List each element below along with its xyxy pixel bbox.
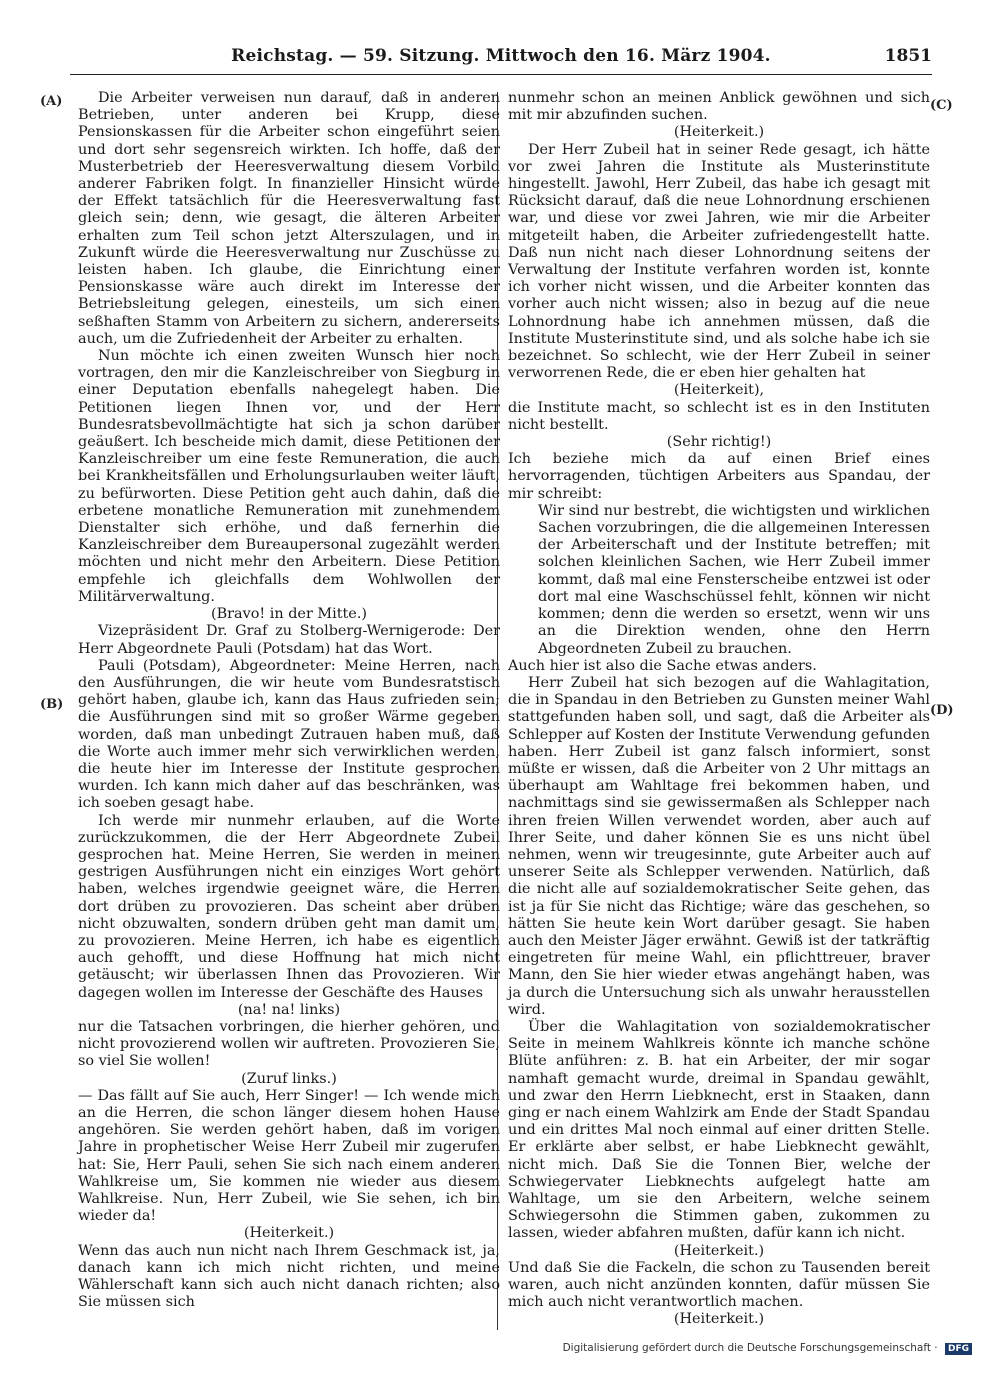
right-column (508, 90, 930, 1329)
left-column (78, 90, 500, 1311)
interjection: (Bravo! in der Mitte.) (210, 606, 368, 623)
paragraph: Pauli (Potsdam), Abgeordneter: Meine Herren, nach den Ausführungen, die wir heute vom Bundesratstisch gehört haben, glaube ich, kann das Haus zufrieden sein; die Ausführungen sind mit so großer Wärme gegeben worden, daß man unbedingt Zutrauen haben muß, daß die Worte auch immer mehr sich verwirklichen werden, die heute hier im Interesse der Institute gesprochen wurden. Ich kann mich daher auf das beschränken, was ich soeben gesagt habe. (78, 657, 500, 812)
interjection: (Heiterkeit.) (673, 1311, 765, 1328)
digitization-credit (563, 1342, 972, 1355)
interjection: (Sehr richtig!) (666, 434, 772, 451)
paragraph: Die Arbeiter verweisen nun darauf, daß in anderen Betrieben, unter anderen bei Krupp, diese Pensionskassen für die Arbeiter schon eingeführt seien und dort sehr segensreich wirkten. Ich hoffe, daß der Musterbetrieb der Heeresverwaltung diesem Vorbild anderer Fabriken folgt. In finanzieller Hinsicht würde der Effekt tatsächlich für die Heeresverwaltung fast gleich sein; denn, wie gesagt, die älteren Arbeiter erhalten zum Teil schon jetzt Alterszulagen, und in Zukunft würde die Heeresverwaltung nur Zuschüsse zu leisten haben. Ich glaube, die Einrichtung einer Pensionskasse wäre auch direkt im Interesse der Betriebsleitung gelegen, einesteils, um sich einen seßhaften Stamm von Arbeitern zu sichern, andererseits auch, um die Zufriedenheit der Arbeiter zu erhalten. (78, 90, 500, 347)
paragraph: nunmehr schon an meinen Anblick gewöhnen und sich mit mir abzufinden suchen. (508, 90, 930, 124)
paragraph: die Institute macht, so schlecht ist es in den Instituten nicht bestellt. (508, 399, 930, 433)
letter-quote: Wir sind nur bestrebt, die wichtigsten und wirklichen Sachen vorzubringen, die die allgemeinen Interessen der Arbeiterschaft und der Institute betreffen; mit solchen kleinlichen Sachen, wie Herr Zubeil immer kommt, daß mal eine Fensterscheibe entzwei ist oder dort mal eine Waschschüssel fehlt, können wir nicht kommen; denn die werden so ersetzt, wenn wir uns an die Direktion wenden, ohne den Herrn Abgeordneten Zubeil zu brauchen. (538, 502, 930, 657)
speaker-intro: Vizepräsident Dr. Graf zu Stolberg-Wernigerode: Der Herr Abgeordnete Pauli (Potsdam) hat das Wort. (78, 623, 500, 657)
paragraph: Über die Wahlagitation von sozialdemokratischer Seite in meinem Wahlkreis könnte ich manche schöne Blüte anführen: z. B. hat ein Arbeiter, der mir sogar namhaft gemacht wurde, dreimal in Spandau gewählt, und zwar den Herrn Liebknecht, erst in Staaken, dann ging er nach einem Wahlzirk am Ende der Stadt Spandau und ein drittes Mal noch einmal auf einer dritten Stelle. Er erklärte aber selbst, er habe Liebknecht gewählt, nicht mich. Daß Sie die Tonnen Bier, welche der Schwiegervater Liebknechts aufgelegt hatte am Wahltage, um sie den Arbeitern, welche seinem Schwiegersohn die Stimmen gaben, zukommen zu lassen, wieder abfahren mußten, dafür kann ich nicht. (508, 1018, 930, 1242)
interjection: (Heiterkeit.) (673, 1242, 765, 1259)
footer-text: Digitalisierung gefördert durch die Deutsche Forschungsgemeinschaft · (562, 1342, 938, 1354)
paragraph: Und daß Sie die Fackeln, die schon zu Tausenden bereit waren, auch nicht anzünden konnten, dafür müssen Sie mich auch nicht verantwortlich machen. (508, 1259, 930, 1311)
paragraph: Ich beziehe mich da auf einen Brief eines hervorragenden, tüchtigen Arbeiters aus Spandau, der mir schreibt: (508, 451, 930, 502)
margin-marker-a: (A) (40, 94, 63, 109)
paragraph: Wenn das auch nun nicht nach Ihrem Geschmack ist, ja, danach kann ich mich nicht richten, und meine Wählerschaft kann sich auch nicht danach richten; also Sie müssen sich (78, 1242, 500, 1311)
paragraph: — Das fällt auf Sie auch, Herr Singer! — Ich wende mich an die Herren, die schon länger diesem hohen Hause angehören. Sie werden gehört haben, daß im vorigen Jahre in prophetischer Weise Herr Zubeil mir zugerufen hat: Sie, Herr Pauli, sehen Sie sich nach einem anderen Wahlkreise um, Sie kommen nie wieder aus diesem Wahlkreise. Nun, Herr Zubeil, wie Sie sehen, ich bin wieder da! (78, 1087, 500, 1225)
interjection: (Heiterkeit), (673, 382, 765, 399)
paragraph: Herr Zubeil hat sich bezogen auf die Wahlagitation, die in Spandau in den Betrieben zu Gunsten meiner Wahl stattgefunden haben soll, und sagt, daß die Arbeiter als Schlepper auf Kosten der Institute Verwendung gefunden haben. Herr Zubeil ist ganz falsch informiert, sonst müßte er wissen, daß die Arbeiter von 2 Uhr mittags an überhaupt am Wahltage frei bekommen haben, und nachmittags sind sie gewissermaßen als Schlepper nach ihren freien Willen verwendet worden, aber auch auf Ihrer Seite, und daher können Sie es uns nicht übel nehmen, wenn wir treugesinnte, gute Arbeiter auch auf unserer Seite als Schlepper verwenden. Natürlich, daß die nicht alle auf sozialdemokratischer Seite gehen, das ist ja für Sie nicht das Richtige; wäre das geschehen, so hätten Sie heute kein Wort darüber gesagt. Sie haben auch den Meister Jäger erwähnt. Gewiß ist der tatkräftig eingetreten für meine Wahl, ein pflichttreuer, braver Mann, den Sie hier wieder etwas angehängt haben, was ja durch die Untersuchung sich als unwahr herausstellen wird. (508, 674, 930, 1018)
paragraph: Auch hier ist also die Sache etwas anders. (508, 657, 817, 674)
paragraph: Der Herr Zubeil hat in seiner Rede gesagt, ich hätte vor zwei Jahren die Institute als Musterinstitute hingestellt. Jawohl, Herr Zubeil, das habe ich gesagt mit Rücksicht darauf, daß die neue Lohnordnung erschienen war, und diese vor zwei Jahren, wie mir die Arbeiter mitgeteilt haben, die Arbeiter zufriedengestellt hatte. Daß nun nicht nach dieser Lohnordnung seitens der Verwaltung der Institute verfahren worden ist, konnte ich vorher nicht wissen, und die Arbeiter konnten das vorher auch nicht wissen; also in bezug auf die neue Lohnordnung habe ich annehmen müssen, daß die Institute Musterinstitute sind, und als solche habe ich sie bezeichnet. So schlecht, wie der Herr Zubeil in seiner verworrenen Rede, die er eben hier gehalten hat (508, 141, 930, 382)
interjection: (Zuruf links.) (241, 1070, 337, 1087)
margin-marker-d: (D) (930, 703, 954, 718)
interjection: (na! na! links) (237, 1001, 341, 1018)
margin-marker-c: (C) (930, 98, 953, 113)
page-number: 1851 (884, 46, 932, 66)
interjection: (Heiterkeit.) (243, 1225, 335, 1242)
page-header (70, 46, 932, 75)
page-title: Reichstag. — 59. Sitzung. Mittwoch den 16. März 1904. (231, 46, 771, 66)
paragraph: Nun möchte ich einen zweiten Wunsch hier noch vortragen, den mir die Kanzleischreiber von Siegburg in einer Deputation ebenfalls nahegelegt haben. Die Petitionen liegen Ihnen vor, und der Herr Bundesratsbevollmächtigte hat sich ja schon darüber geäußert. Ich bescheide mich damit, diese Petitionen der Kanzleischreiber um eine feste Remuneration, die auch bei Krankheitsfällen und Erholungsurlauben weiter läuft, zu befürworten. Diese Petition geht auch dahin, daß die erbetene monatliche Remuneration mit zunehmendem Dienstalter sich erhöhe, und daß fernerhin die Kanzleischreiber dem Bureaupersonal zugezählt werden möchten und nicht mehr den Arbeitern. Diese Petition empfehle ich gleichfalls dem Wohlwollen der Militärverwaltung. (78, 348, 500, 605)
interjection: (Heiterkeit.) (673, 124, 765, 141)
paragraph: nur die Tatsachen vorbringen, die hierher gehören, und nicht provozierend wollen wir auftreten. Provozieren Sie, so viel Sie wollen! (78, 1018, 500, 1070)
dfg-logo-icon: DFG (945, 1343, 972, 1355)
paragraph: Ich werde mir nunmehr erlauben, auf die Worte zurückzukommen, die der Herr Abgeordnete Zubeil gesprochen hat. Meine Herren, Sie werden in meinen gestrigen Ausführungen nicht ein einziges Wort gehört haben, welches irgendwie geeignet wäre, die Herren dort drüben zu provozieren. Das scheint aber drüben nicht obzuwalten, sondern drüben geht man damit um, zu provozieren. Meine Herren, ich habe es eigentlich auch gehofft, und diese Hoffnung hat mich nicht getäuscht; wir überlassen Ihnen das Provozieren. Wir dagegen wollen im Interesse der Geschäfte des Hauses (78, 812, 500, 1001)
margin-marker-b: (B) (40, 697, 64, 712)
